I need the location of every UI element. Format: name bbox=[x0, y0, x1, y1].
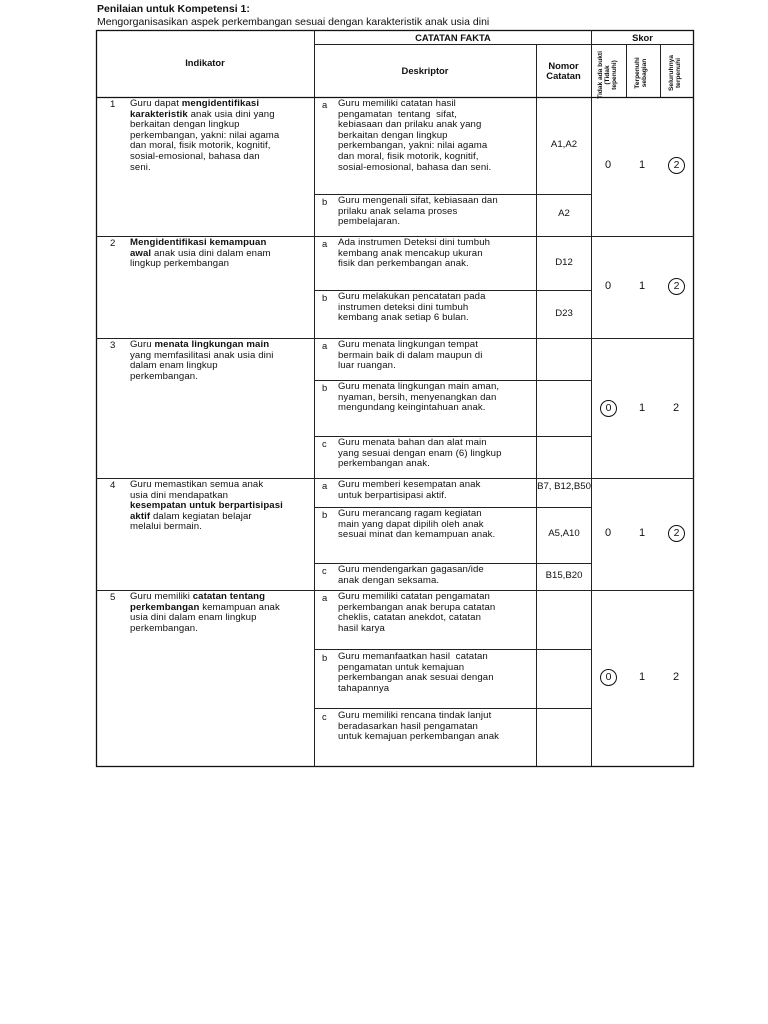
header-deskriptor: Deskriptor bbox=[401, 65, 449, 76]
header-skor-0: Tidak ada bukti (Tidak tepenuhi) bbox=[597, 51, 618, 99]
item-letter: b bbox=[322, 196, 328, 207]
descriptor-text: Ada instrumen Deteksi dini tumbuh kembang anak mencakup ukuran fisik dan perkembangan anak. bbox=[338, 237, 491, 270]
header-skor-2: Seluruhnya terpenuhi bbox=[668, 55, 682, 91]
descriptor-text: Guru memiliki rencana tindak lanjut beradasarkan hasil pengamatan untuk kemajuan perkembangan anak bbox=[338, 710, 500, 743]
row-number: 1 bbox=[110, 99, 116, 110]
item-letter: b bbox=[322, 509, 328, 520]
score-2: 2 bbox=[672, 671, 680, 683]
descriptor-text: Guru menata lingkungan main aman, nyaman, bersih, menyenangkan dan mengundang keingintahuan anak. bbox=[338, 381, 500, 414]
item-letter: a bbox=[322, 99, 328, 110]
descriptor-text: Guru memanfaatkan hasil catatan pengamatan untuk kemajuan perkembangan anak sesuai dengan tahapannya bbox=[338, 651, 494, 694]
header-indikator: Indikator bbox=[185, 57, 225, 68]
page-title: Penilaian untuk Kompetensi 1: bbox=[97, 3, 250, 15]
descriptor-text: Guru merancang ragam kegiatan main yang dapat dipilih oleh anak sesuai minat dan kemampuan anak. bbox=[338, 508, 496, 541]
score-1: 1 bbox=[638, 527, 646, 539]
indikator-text: Guru memastikan semua anak usia dini mendapatkan kesempatan untuk berpartisipasi aktif dalam kegiatan belajar melalui bermain. bbox=[130, 479, 283, 533]
score-2-circled: 2 bbox=[668, 157, 685, 174]
item-letter: a bbox=[322, 592, 328, 603]
item-letter: b bbox=[322, 382, 328, 393]
header-catatan: Catatan bbox=[546, 70, 581, 81]
descriptor-text: Guru memberi kesempatan anak untuk berpartisipasi aktif. bbox=[338, 479, 481, 501]
score-1: 1 bbox=[638, 402, 646, 414]
score-0: 0 bbox=[604, 280, 612, 292]
score-1: 1 bbox=[638, 280, 646, 292]
item-letter: b bbox=[322, 292, 328, 303]
item-letter: a bbox=[322, 480, 328, 491]
catatan-number: D23 bbox=[555, 308, 573, 319]
item-letter: a bbox=[322, 340, 328, 351]
item-letter: a bbox=[322, 238, 328, 249]
descriptor-text: Guru menata bahan dan alat main yang sesuai dengan enam (6) lingkup perkembangan anak. bbox=[338, 437, 502, 470]
header-nomor: Nomor bbox=[548, 60, 579, 71]
score-2: 2 bbox=[672, 402, 680, 414]
header-skor-1: Terpenuhi sebagian bbox=[634, 57, 648, 89]
header-skor: Skor bbox=[632, 32, 653, 43]
indikator-text: Mengidentifikasi kemampuan awal anak usia dini dalam enam lingkup perkembangan bbox=[130, 237, 271, 270]
catatan-number: D12 bbox=[555, 257, 573, 268]
item-letter: c bbox=[322, 565, 327, 576]
indikator-text: Guru menata lingkungan main yang memfasilitasi anak usia dini dalam enam lingkup perkembangan. bbox=[130, 339, 274, 382]
descriptor-text: Guru menata lingkungan tempat bermain baik di dalam maupun di luar ruangan. bbox=[338, 339, 483, 372]
descriptor-text: Guru mendengarkan gagasan/ide anak dengan seksama. bbox=[338, 564, 484, 586]
score-1: 1 bbox=[638, 671, 646, 683]
score-0: 0 bbox=[604, 527, 612, 539]
indikator-text: Guru memiliki catatan tentang perkembangan kemampuan anak usia dini dalam enam lingkup perkembangan. bbox=[130, 591, 280, 634]
page-subtitle: Mengorganisasikan aspek perkembangan sesuai dengan karakteristik anak usia dini bbox=[97, 16, 490, 28]
descriptor-text: Guru memiliki catatan pengamatan perkembangan anak berupa catatan cheklis, catatan anekdot, catatan hasil karya bbox=[338, 591, 496, 634]
item-letter: c bbox=[322, 711, 327, 722]
score-0-circled: 0 bbox=[600, 669, 617, 686]
catatan-number: A1,A2 bbox=[550, 139, 578, 150]
catatan-number: A2 bbox=[558, 208, 570, 219]
score-1: 1 bbox=[638, 159, 646, 171]
header-catatan-fakta: CATATAN FAKTA bbox=[415, 32, 491, 43]
catatan-number: B7, B12,B50 bbox=[537, 481, 591, 492]
score-0-circled: 0 bbox=[600, 400, 617, 417]
row-number: 3 bbox=[110, 340, 116, 351]
row-number: 4 bbox=[110, 480, 116, 491]
score-0: 0 bbox=[604, 159, 612, 171]
score-2-circled: 2 bbox=[668, 525, 685, 542]
score-2-circled: 2 bbox=[668, 278, 685, 295]
row-number: 2 bbox=[110, 238, 116, 249]
descriptor-text: Guru memiliki catatan hasil pengamatan tentang sifat, kebiasaan dan prilaku anak yang berkaitan dengan lingkup perkembangan, yakni: nilai agama dan moral, fisik motorik, kognitif, sosial-emosional, bahasa dan seni. bbox=[338, 98, 492, 173]
item-letter: c bbox=[322, 438, 327, 449]
descriptor-text: Guru melakukan pencatatan pada instrumen deteksi dini tumbuh kembang anak setiap 6 bulan. bbox=[338, 291, 486, 324]
descriptor-text: Guru mengenali sifat, kebiasaan dan prilaku anak selama proses pembelajaran. bbox=[338, 195, 498, 228]
catatan-number: B15,B20 bbox=[545, 570, 583, 581]
item-letter: b bbox=[322, 652, 328, 663]
catatan-number: A5,A10 bbox=[548, 528, 580, 539]
row-number: 5 bbox=[110, 592, 116, 603]
indikator-text: Guru dapat mengidentifikasi karakteristik anak usia dini yang berkaitan dengan lingkup perkembangan, yakni: nilai agama dan moral, fisik motorik, kognitif, sosial-emosional, bahasa dan seni. bbox=[130, 98, 280, 173]
